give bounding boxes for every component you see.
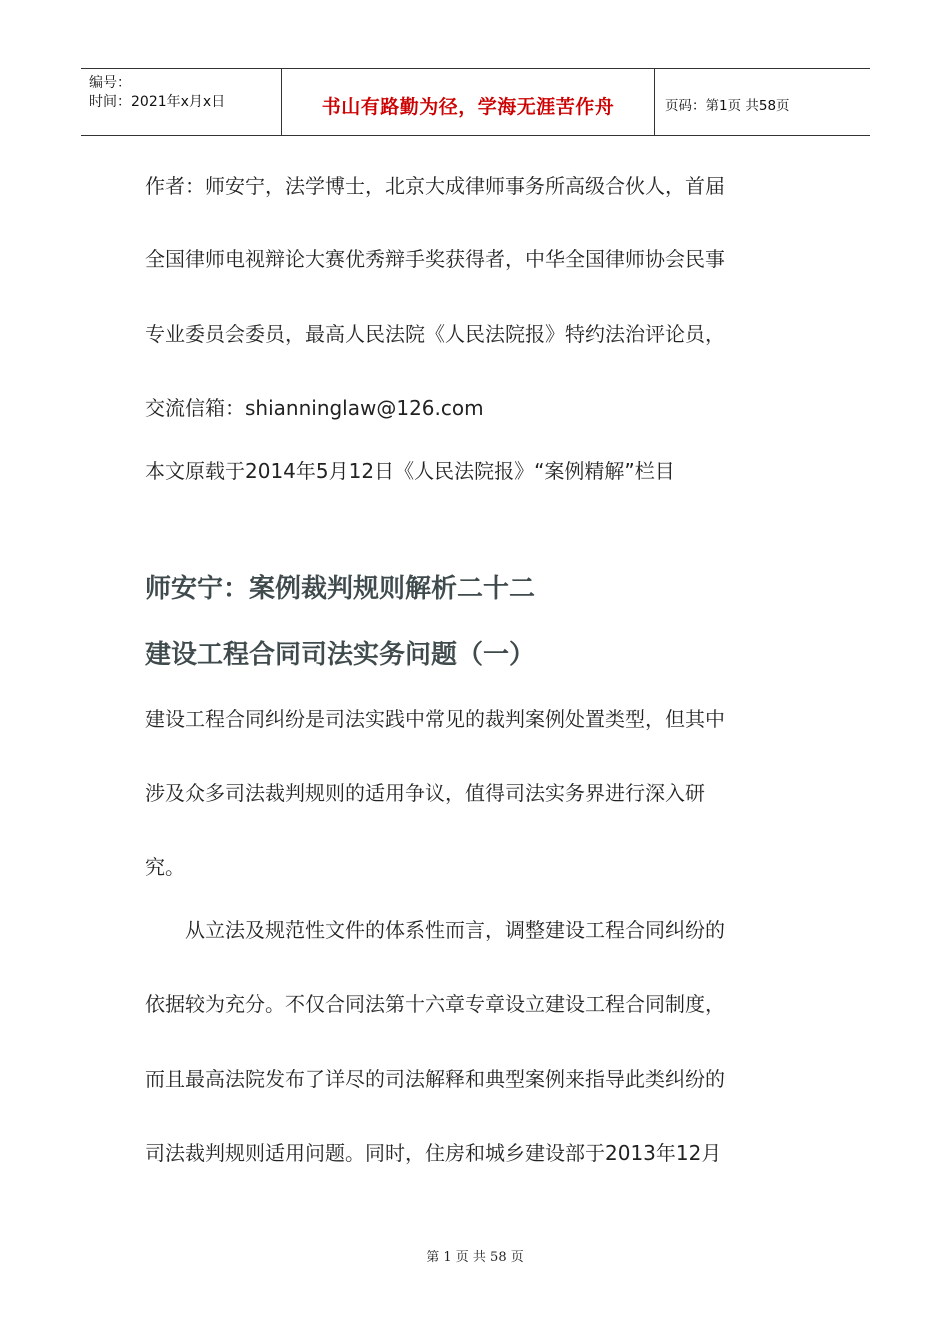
author-contact-email: 交流信箱：shianninglaw@126.com [145,396,484,420]
author-bio-line-2: 全国律师电视辩论大赛优秀辩手奖获得者，中华全国律师协会民事 [145,247,725,271]
body-paragraph-1-line-3: 究。 [145,855,185,879]
header-meta-cell [81,69,281,135]
body-paragraph-1-line-2: 涉及众多司法裁判规则的适用争议，值得司法实务界进行深入研 [145,781,705,805]
article-title-line-2: 建设工程合同司法实务问题（一） [145,640,536,670]
header-motto-cell [281,69,655,135]
author-bio-line-1: 作者：师安宁，法学博士，北京大成律师事务所高级合伙人，首届 [145,174,725,198]
header-page-info: 页码：第1页 共58页 [665,98,790,114]
body-paragraph-2-line-1: 从立法及规范性文件的体系性而言，调整建设工程合同纠纷的 [145,918,725,942]
document-time-label: 时间：2021年x月x日 [89,94,226,110]
source-note: 本文原载于2014年5月12日《人民法院报》“案例精解”栏目 [145,459,675,483]
document-number-label: 编号： [89,75,131,91]
author-bio-line-3: 专业委员会委员，最高人民法院《人民法院报》特约法治评论员， [145,322,725,346]
body-paragraph-1-line-1: 建设工程合同纠纷是司法实践中常见的裁判案例处置类型，但其中 [145,707,725,731]
body-paragraph-2-line-2: 依据较为充分。不仅合同法第十六章专章设立建设工程合同制度， [145,992,725,1016]
page-footer: 第 1 页 共 58 页 [426,1250,524,1265]
header-page-cell [655,69,870,135]
document-header [81,68,870,136]
body-paragraph-2-line-3: 而且最高法院发布了详尽的司法解释和典型案例来指导此类纠纷的 [145,1067,725,1091]
article-title-line-1: 师安宁：案例裁判规则解析二十二 [145,574,536,604]
body-paragraph-2-line-4: 司法裁判规则适用问题。同时，住房和城乡建设部于2013年12月 [145,1141,722,1165]
header-motto: 书山有路勤为径，学海无涯苦作舟 [321,96,615,118]
